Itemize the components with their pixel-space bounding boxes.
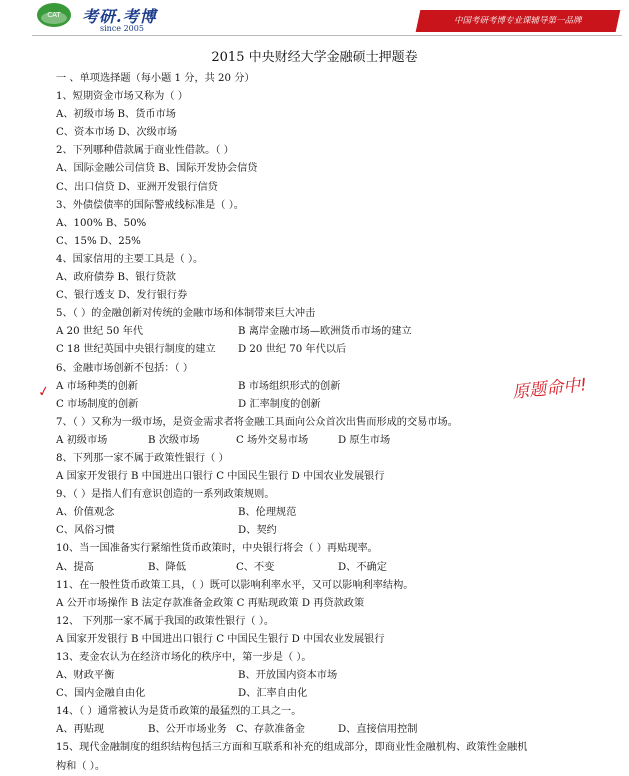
text-segment: 5、（ ）的金融创新对传统的金融市场和体制带来巨大冲击	[56, 308, 316, 320]
text-segment: 15、现代金融制度的组织结构包括三方面和互联系和补充的组成部分，即商业性金融机构、政策性金融机	[56, 742, 528, 754]
text-segment: C 市场制度的创新	[56, 398, 139, 410]
text-segment: A 国家开发银行 B 中国进出口银行 C 中国民生银行 D 中国农业发展银行	[56, 633, 385, 645]
text-segment: A、100% B、50%	[56, 217, 147, 229]
text-line	[56, 215, 626, 233]
logo-since: since 2005	[100, 24, 144, 33]
banner-text: 中国考研考博专业课辅导第一品牌	[454, 16, 582, 26]
text-segment: C、资本市场 D、次级市场	[56, 127, 178, 139]
text-line	[56, 468, 626, 486]
text-segment: B、公开市场业务	[148, 724, 227, 736]
text-line	[56, 305, 626, 323]
logo-icon	[36, 2, 72, 28]
text-line	[56, 432, 626, 450]
text-line	[56, 233, 626, 251]
text-line	[56, 486, 626, 504]
text-segment: A 市场种类的创新	[56, 380, 138, 392]
text-segment: C、银行透支 D、发行银行券	[56, 290, 188, 302]
text-segment: A、财政平衡	[56, 670, 115, 682]
text-line	[56, 631, 626, 649]
text-segment: C、存款准备金	[236, 724, 305, 736]
text-segment: 1、短期资金市场又称为（ ）	[56, 91, 188, 103]
text-segment: B、伦理规范	[238, 507, 297, 519]
text-segment: D、不确定	[338, 561, 387, 573]
text-segment: D 汇率制度的创新	[238, 398, 321, 410]
text-segment: 9、（ ）是指人们有意识创造的一系列政策规则。	[56, 489, 275, 501]
text-segment: D、直接信用控制	[338, 724, 418, 736]
text-segment: D 20 世纪 70 年代以后	[238, 344, 347, 356]
text-segment: D 原生市场	[338, 434, 391, 446]
text-segment: C、15% D、25%	[56, 235, 141, 247]
text-segment: 3、外债偿债率的国际警戒线标准是（ ）。	[56, 199, 244, 211]
text-segment: 6、金融市场创新不包括：（ ）	[56, 362, 194, 374]
text-segment: 2、下列哪种借款属于商业性借款。（ ）	[56, 145, 234, 157]
text-line	[56, 703, 626, 721]
text-segment: C、不变	[236, 561, 275, 573]
text-segment: A、国际金融公司信贷 B、国际开发协会信贷	[56, 163, 258, 175]
text-segment: A 初级市场	[56, 434, 108, 446]
logo-text: 考研.考博	[82, 7, 157, 26]
text-segment: B、开放国内资本市场	[238, 670, 338, 682]
text-line	[56, 540, 626, 558]
text-segment: C 18 世纪英国中央银行制度的建立	[56, 344, 216, 356]
text-line	[56, 613, 626, 631]
text-line	[56, 414, 626, 432]
text-segment: B 市场组织形式的创新	[238, 380, 341, 392]
text-line	[56, 685, 626, 703]
text-line	[56, 739, 626, 757]
text-line	[56, 450, 626, 468]
text-segment: C 场外交易市场	[236, 434, 309, 446]
text-line	[56, 559, 626, 577]
text-line	[56, 522, 626, 540]
text-segment: A、政府债券 B、银行贷款	[56, 272, 176, 284]
text-line	[56, 179, 626, 197]
text-segment: B 离岸金融市场—欧洲货币市场的建立	[238, 326, 412, 338]
text-segment: A 20 世纪 50 年代	[56, 326, 143, 338]
text-segment: 构和（ ）。	[56, 760, 106, 772]
svg-text:CAT: CAT	[47, 11, 61, 19]
text-segment: C、国内金融自由化	[56, 688, 146, 700]
page-header	[0, 0, 629, 40]
text-line	[56, 595, 626, 613]
text-segment: A、价值观念	[56, 507, 115, 519]
brand-banner	[416, 10, 621, 32]
text-segment: D、契约	[238, 525, 277, 537]
text-segment: A、再贴现	[56, 724, 105, 736]
question-list	[56, 70, 626, 776]
text-segment: D、汇率自由化	[238, 688, 308, 700]
text-line	[56, 251, 626, 269]
text-segment: A、初级市场 B、货币市场	[56, 109, 176, 121]
page-title: 2015 中央财经大学金融硕士押题卷	[211, 50, 418, 65]
text-line	[56, 287, 626, 305]
text-line	[56, 341, 626, 359]
text-segment: 10、当一国准备实行紧缩性货币政策时，中央银行将会（ ）再贴现率。	[56, 543, 378, 555]
text-line	[56, 649, 626, 667]
text-segment: 12、 下列那一家不属于我国的政策性银行（ ）。	[56, 615, 275, 627]
text-line	[56, 667, 626, 685]
text-line	[56, 124, 626, 142]
text-line	[56, 504, 626, 522]
handwritten-note: 原题命中!	[511, 375, 588, 403]
text-segment: C、风俗习惯	[56, 525, 115, 537]
text-line	[56, 88, 626, 106]
text-line	[56, 197, 626, 215]
text-line	[56, 577, 626, 595]
text-line	[56, 721, 626, 739]
text-segment: 8、下列那一家不属于政策性银行（ ）	[56, 452, 229, 464]
text-segment: 一 、单项选择题（每小题 1 分，共 20 分）	[56, 73, 255, 84]
text-line	[56, 106, 626, 124]
text-segment: A 公开市场操作 B 法定存款准备金政策 C 再贴现政策 D 再贷款政策	[56, 597, 365, 609]
text-line	[56, 758, 626, 776]
text-line	[56, 160, 626, 178]
text-segment: 14、（ ）通常被认为是货币政策的最猛烈的工具之一。	[56, 706, 302, 718]
text-line	[56, 323, 626, 341]
text-line	[56, 70, 626, 88]
text-segment: B 次级市场	[148, 434, 200, 446]
text-segment: A 国家开发银行 B 中国进出口银行 C 中国民生银行 D 中国农业发展银行	[56, 471, 385, 483]
text-segment: 11、在一般性货币政策工具，（ ）既可以影响利率水平，又可以影响利率结构。	[56, 579, 414, 591]
text-segment: 13、麦金农认为在经济市场化的秩序中，第一步是（ ）。	[56, 652, 312, 663]
check-mark-icon: ✓	[36, 383, 52, 401]
text-segment: B、降低	[148, 561, 187, 573]
text-line	[56, 142, 626, 160]
text-segment: 4、国家信用的主要工具是（ ）。	[56, 253, 204, 265]
text-segment: 7、（ ）又称为一级市场，是资金需求者将金融工具面向公众首次出售而形成的交易市场。	[56, 416, 458, 428]
text-segment: C、出口信贷 D、亚洲开发银行信贷	[56, 181, 218, 193]
header-divider	[32, 35, 622, 36]
text-line	[56, 269, 626, 287]
text-segment: A、提高	[56, 561, 94, 573]
